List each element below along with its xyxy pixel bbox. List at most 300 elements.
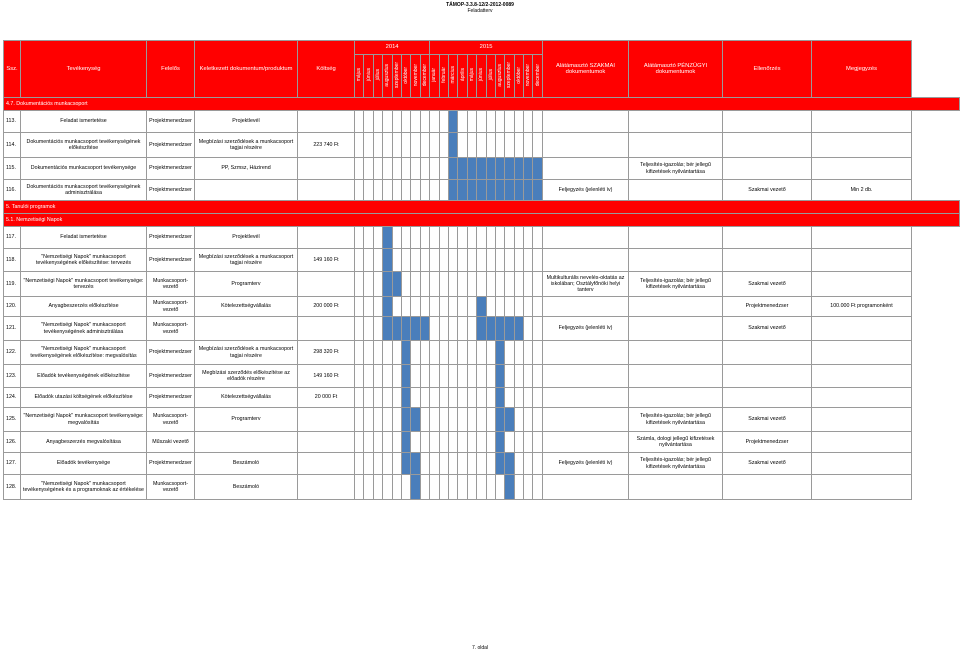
schedule-cell: [486, 408, 495, 432]
schedule-bar-active: [411, 475, 420, 500]
schedule-bar-active: [495, 158, 504, 180]
schedule-cell: [467, 432, 476, 453]
col-doc-header: Keletkezett dokumentum/produktum: [195, 41, 298, 98]
schedule-bar-active: [411, 453, 420, 475]
schedule-cell: [514, 249, 523, 272]
schedule-cell: [383, 133, 392, 158]
schedule-bar-active: [467, 180, 476, 201]
schedule-cell: [439, 365, 448, 388]
task-row: [4, 408, 960, 432]
schedule-cell: [411, 341, 420, 365]
month-label: február: [440, 66, 447, 83]
schedule-cell: [373, 297, 382, 317]
schedule-cell: [430, 388, 439, 408]
schedule-cell: [467, 475, 476, 500]
task-check: Szakmai vezető: [723, 408, 812, 432]
month-label: március: [450, 66, 457, 84]
col-no-header: Ssz.: [4, 41, 21, 98]
schedule-cell: [355, 365, 364, 388]
schedule-cell: [430, 365, 439, 388]
schedule-cell: [430, 317, 439, 341]
schedule-cell: [458, 111, 467, 133]
task-cost: [298, 111, 355, 133]
task-activity: "Nemzetiségi Napok" munkacsoport tevékenységének előkészítése: tervezés: [21, 249, 147, 272]
schedule-bar-active: [383, 272, 392, 297]
schedule-cell: [439, 111, 448, 133]
schedule-cell: [392, 408, 401, 432]
schedule-cell: [392, 475, 401, 500]
schedule-cell: [477, 133, 486, 158]
month-label: október: [515, 66, 522, 84]
task-document: [195, 180, 298, 201]
schedule-cell: [430, 341, 439, 365]
task-number: 127.: [4, 453, 21, 475]
task-notes: [812, 317, 912, 341]
schedule-cell: [430, 432, 439, 453]
schedule-cell: [401, 227, 410, 249]
task-number: 126.: [4, 432, 21, 453]
task-row: [4, 158, 960, 180]
task-notes: [812, 249, 912, 272]
section-title: 5. Tanulói programok: [4, 201, 960, 214]
schedule-bar-active: [467, 158, 476, 180]
month-header: [401, 55, 410, 98]
month-header: [495, 55, 504, 98]
task-check: [723, 341, 812, 365]
schedule-cell: [514, 365, 523, 388]
month-label: július: [374, 69, 381, 81]
schedule-cell: [401, 249, 410, 272]
task-activity: "Nemzetiségi Napok" munkacsoport tevékenységének előkészítése: megvalósítás: [21, 341, 147, 365]
task-document: Megbízási szerződések a munkacsoport tagjai részére: [195, 249, 298, 272]
schedule-cell: [420, 111, 429, 133]
schedule-cell: [524, 133, 533, 158]
schedule-bar-active: [448, 111, 457, 133]
schedule-cell: [392, 249, 401, 272]
month-label: szeptember: [393, 61, 400, 88]
section-row: [4, 98, 960, 111]
task-cost: [298, 475, 355, 500]
month-header: [439, 55, 448, 98]
schedule-cell: [467, 408, 476, 432]
schedule-cell: [383, 158, 392, 180]
schedule-bar-active: [411, 408, 420, 432]
month-header: [355, 55, 364, 98]
schedule-cell: [524, 341, 533, 365]
month-header: [364, 55, 373, 98]
task-document: [195, 317, 298, 341]
schedule-bar-active: [477, 158, 486, 180]
task-cost: [298, 453, 355, 475]
schedule-cell: [495, 297, 504, 317]
schedule-bar-active: [495, 388, 504, 408]
schedule-cell: [533, 317, 543, 341]
task-professional-docs: [543, 365, 629, 388]
task-number: 125.: [4, 408, 21, 432]
schedule-bar-active: [392, 272, 401, 297]
schedule-cell: [392, 158, 401, 180]
schedule-cell: [420, 475, 429, 500]
section-row: [4, 201, 960, 214]
schedule-cell: [524, 111, 533, 133]
schedule-cell: [477, 388, 486, 408]
schedule-bar-active: [495, 317, 504, 341]
schedule-bar-active: [401, 432, 410, 453]
task-activity: Feladat ismertetése: [21, 227, 147, 249]
schedule-cell: [477, 453, 486, 475]
schedule-cell: [458, 317, 467, 341]
col-support-fin-header: Alátámasztó PÉNZÜGYI dokumentumok: [629, 41, 723, 98]
schedule-cell: [420, 133, 429, 158]
schedule-cell: [505, 133, 514, 158]
task-notes: [812, 341, 912, 365]
task-professional-docs: [543, 388, 629, 408]
month-label: május: [356, 68, 363, 82]
schedule-bar-active: [524, 158, 533, 180]
task-cost: 298 320 Ft: [298, 341, 355, 365]
schedule-cell: [439, 227, 448, 249]
task-notes: [812, 272, 912, 297]
schedule-cell: [411, 111, 420, 133]
task-row: [4, 297, 960, 317]
task-cost: [298, 272, 355, 297]
schedule-cell: [364, 180, 373, 201]
schedule-cell: [430, 133, 439, 158]
schedule-cell: [392, 341, 401, 365]
schedule-cell: [373, 158, 382, 180]
task-row: [4, 133, 960, 158]
schedule-cell: [420, 249, 429, 272]
schedule-cell: [392, 388, 401, 408]
task-check: [723, 133, 812, 158]
month-label: április: [459, 68, 466, 82]
month-header: [477, 55, 486, 98]
schedule-bar-active: [411, 317, 420, 341]
task-number: 119.: [4, 272, 21, 297]
schedule-cell: [533, 432, 543, 453]
schedule-cell: [401, 180, 410, 201]
task-row: [4, 180, 960, 201]
schedule-cell: [373, 453, 382, 475]
task-check: Szakmai vezető: [723, 272, 812, 297]
schedule-cell: [533, 249, 543, 272]
schedule-cell: [458, 272, 467, 297]
schedule-cell: [364, 317, 373, 341]
schedule-cell: [505, 249, 514, 272]
task-activity: Előadók utazási költségének előkészítése: [21, 388, 147, 408]
schedule-cell: [411, 365, 420, 388]
task-document: Megbízási szerződések a munkacsoport tagjai részére: [195, 341, 298, 365]
schedule-cell: [373, 432, 382, 453]
task-financial-docs: [629, 365, 723, 388]
task-number: 113.: [4, 111, 21, 133]
schedule-cell: [355, 297, 364, 317]
col-activity-header: Tevékenység: [21, 41, 147, 98]
task-financial-docs: Teljesítés-igazolás; bér jellegű kifizetések nyilvántartása: [629, 408, 723, 432]
year-2014-header: 2014: [355, 41, 430, 55]
schedule-cell: [401, 297, 410, 317]
schedule-cell: [364, 133, 373, 158]
schedule-cell: [383, 453, 392, 475]
task-check: [723, 227, 812, 249]
task-cost: 149 160 Ft: [298, 365, 355, 388]
task-owner: Projektmenedzser: [147, 158, 195, 180]
task-cost: [298, 408, 355, 432]
schedule-cell: [373, 475, 382, 500]
schedule-cell: [495, 249, 504, 272]
schedule-cell: [524, 453, 533, 475]
schedule-cell: [467, 133, 476, 158]
schedule-cell: [355, 158, 364, 180]
schedule-cell: [514, 341, 523, 365]
schedule-cell: [430, 453, 439, 475]
task-row: [4, 432, 960, 453]
task-owner: Projektmenedzser: [147, 365, 195, 388]
schedule-cell: [420, 432, 429, 453]
task-owner: Munkacsoport-vezető: [147, 272, 195, 297]
schedule-cell: [477, 408, 486, 432]
schedule-cell: [486, 249, 495, 272]
task-activity: Dokumentációs munkacsoport tevékenysége: [21, 158, 147, 180]
task-check: [723, 475, 812, 500]
schedule-cell: [373, 249, 382, 272]
task-financial-docs: [629, 249, 723, 272]
schedule-cell: [533, 272, 543, 297]
task-number: 128.: [4, 475, 21, 500]
task-notes: Min 2 db.: [812, 180, 912, 201]
schedule-bar-active: [401, 388, 410, 408]
task-document: Programterv: [195, 408, 298, 432]
schedule-cell: [514, 111, 523, 133]
month-header: [392, 55, 401, 98]
task-check: Projektmenedzser: [723, 297, 812, 317]
task-row: [4, 341, 960, 365]
schedule-cell: [373, 341, 382, 365]
schedule-cell: [364, 341, 373, 365]
schedule-cell: [439, 408, 448, 432]
schedule-cell: [524, 408, 533, 432]
schedule-cell: [486, 297, 495, 317]
schedule-cell: [458, 453, 467, 475]
schedule-cell: [514, 453, 523, 475]
schedule-cell: [448, 227, 457, 249]
schedule-cell: [411, 272, 420, 297]
schedule-cell: [439, 432, 448, 453]
section-row: [4, 214, 960, 227]
schedule-cell: [401, 133, 410, 158]
schedule-cell: [477, 365, 486, 388]
month-label: január: [431, 67, 438, 82]
schedule-cell: [383, 408, 392, 432]
schedule-cell: [392, 227, 401, 249]
schedule-bar-active: [495, 341, 504, 365]
schedule-cell: [505, 432, 514, 453]
schedule-cell: [355, 111, 364, 133]
schedule-cell: [505, 388, 514, 408]
month-label: július: [487, 69, 494, 81]
schedule-cell: [467, 365, 476, 388]
schedule-cell: [486, 475, 495, 500]
month-header: [373, 55, 382, 98]
schedule-cell: [420, 297, 429, 317]
task-financial-docs: [629, 111, 723, 133]
schedule-cell: [373, 180, 382, 201]
task-professional-docs: [543, 133, 629, 158]
schedule-cell: [355, 272, 364, 297]
schedule-cell: [355, 475, 364, 500]
page-number: 7. oldal: [471, 645, 489, 651]
schedule-cell: [411, 249, 420, 272]
task-activity: "Nemzetiségi Napok" munkacsoport tevékenységének adminisztrálása: [21, 317, 147, 341]
schedule-cell: [392, 453, 401, 475]
schedule-bar-active: [495, 365, 504, 388]
task-professional-docs: Feljegyzés (jelenléti ív): [543, 317, 629, 341]
schedule-cell: [373, 133, 382, 158]
task-activity: "Nemzetiségi Napok" munkacsoport tevékenysége: tervezés: [21, 272, 147, 297]
schedule-bar-active: [495, 453, 504, 475]
schedule-cell: [486, 365, 495, 388]
task-financial-docs: Teljesítés-igazolás; bér jellegű kifizetések nyilvántartása: [629, 272, 723, 297]
schedule-cell: [439, 341, 448, 365]
task-number: 117.: [4, 227, 21, 249]
task-cost: [298, 180, 355, 201]
schedule-cell: [430, 227, 439, 249]
schedule-cell: [364, 453, 373, 475]
schedule-cell: [420, 341, 429, 365]
schedule-bar-active: [383, 227, 392, 249]
schedule-bar-active: [514, 180, 523, 201]
schedule-cell: [505, 111, 514, 133]
schedule-cell: [514, 408, 523, 432]
schedule-cell: [430, 297, 439, 317]
task-owner: Projektmenedzser: [147, 133, 195, 158]
schedule-cell: [467, 249, 476, 272]
schedule-cell: [448, 432, 457, 453]
task-financial-docs: Számla, dologi jellegű kifizetések nyilvántartása: [629, 432, 723, 453]
schedule-bar-active: [486, 158, 495, 180]
task-professional-docs: Feljegyzés (jelenléti ív): [543, 180, 629, 201]
task-number: 121.: [4, 317, 21, 341]
month-label: december: [534, 63, 541, 87]
schedule-cell: [486, 227, 495, 249]
schedule-cell: [411, 133, 420, 158]
task-document: Programterv: [195, 272, 298, 297]
task-professional-docs: [543, 475, 629, 500]
task-number: 123.: [4, 365, 21, 388]
task-financial-docs: [629, 341, 723, 365]
schedule-cell: [533, 453, 543, 475]
task-professional-docs: Multikulturális nevelés-oktatás az iskolában; Osztályfőnöki helyi tanterv: [543, 272, 629, 297]
schedule-cell: [467, 317, 476, 341]
schedule-cell: [373, 227, 382, 249]
schedule-cell: [486, 341, 495, 365]
task-professional-docs: [543, 297, 629, 317]
task-document: Projektlevél: [195, 227, 298, 249]
schedule-cell: [364, 111, 373, 133]
schedule-cell: [448, 475, 457, 500]
schedule-bar-active: [392, 317, 401, 341]
month-label: október: [403, 66, 410, 84]
schedule-cell: [524, 272, 533, 297]
task-number: 122.: [4, 341, 21, 365]
schedule-cell: [430, 249, 439, 272]
task-document: Megbízási szerződések a munkacsoport tagjai részére: [195, 133, 298, 158]
month-header: [514, 55, 523, 98]
task-activity: Anyagbeszerzés előkészítése: [21, 297, 147, 317]
schedule-cell: [458, 249, 467, 272]
schedule-cell: [533, 227, 543, 249]
schedule-cell: [373, 111, 382, 133]
task-notes: [812, 453, 912, 475]
schedule-cell: [420, 272, 429, 297]
schedule-cell: [383, 365, 392, 388]
schedule-bar-active: [383, 297, 392, 317]
schedule-cell: [355, 227, 364, 249]
task-number: 124.: [4, 388, 21, 408]
task-notes: [812, 408, 912, 432]
schedule-bar-active: [486, 317, 495, 341]
task-document: Kötelezettségvállalás: [195, 388, 298, 408]
schedule-cell: [514, 133, 523, 158]
project-code: TÁMOP-3.3.8-12/2-2012-0089: [446, 2, 514, 8]
schedule-cell: [514, 297, 523, 317]
schedule-cell: [486, 432, 495, 453]
schedule-bar-active: [524, 180, 533, 201]
task-check: Szakmai vezető: [723, 180, 812, 201]
schedule-bar-active: [383, 249, 392, 272]
task-row: [4, 111, 960, 133]
schedule-cell: [533, 297, 543, 317]
schedule-bar-active: [383, 317, 392, 341]
schedule-cell: [477, 341, 486, 365]
schedule-cell: [364, 227, 373, 249]
schedule-cell: [364, 365, 373, 388]
schedule-cell: [505, 227, 514, 249]
section-title: 4.7. Dokumentációs munkacsoport: [4, 98, 960, 111]
schedule-cell: [458, 475, 467, 500]
task-row: [4, 365, 960, 388]
schedule-cell: [467, 227, 476, 249]
schedule-cell: [448, 408, 457, 432]
schedule-cell: [373, 317, 382, 341]
schedule-cell: [458, 365, 467, 388]
task-notes: [812, 475, 912, 500]
schedule-cell: [533, 388, 543, 408]
month-header: [420, 55, 429, 98]
schedule-cell: [458, 388, 467, 408]
schedule-cell: [533, 111, 543, 133]
schedule-cell: [486, 453, 495, 475]
schedule-cell: [514, 475, 523, 500]
schedule-cell: [401, 272, 410, 297]
schedule-cell: [392, 365, 401, 388]
task-row: [4, 317, 960, 341]
col-notes-header: Megjegyzés: [812, 41, 912, 98]
task-financial-docs: [629, 180, 723, 201]
schedule-bar-active: [401, 408, 410, 432]
schedule-cell: [420, 180, 429, 201]
schedule-cell: [533, 408, 543, 432]
task-document: Kötelezettségvállalás: [195, 297, 298, 317]
schedule-cell: [439, 249, 448, 272]
task-number: 115.: [4, 158, 21, 180]
schedule-cell: [383, 388, 392, 408]
schedule-cell: [467, 453, 476, 475]
schedule-cell: [430, 111, 439, 133]
schedule-cell: [458, 227, 467, 249]
task-document: [195, 432, 298, 453]
task-owner: Projektmenedzser: [147, 388, 195, 408]
